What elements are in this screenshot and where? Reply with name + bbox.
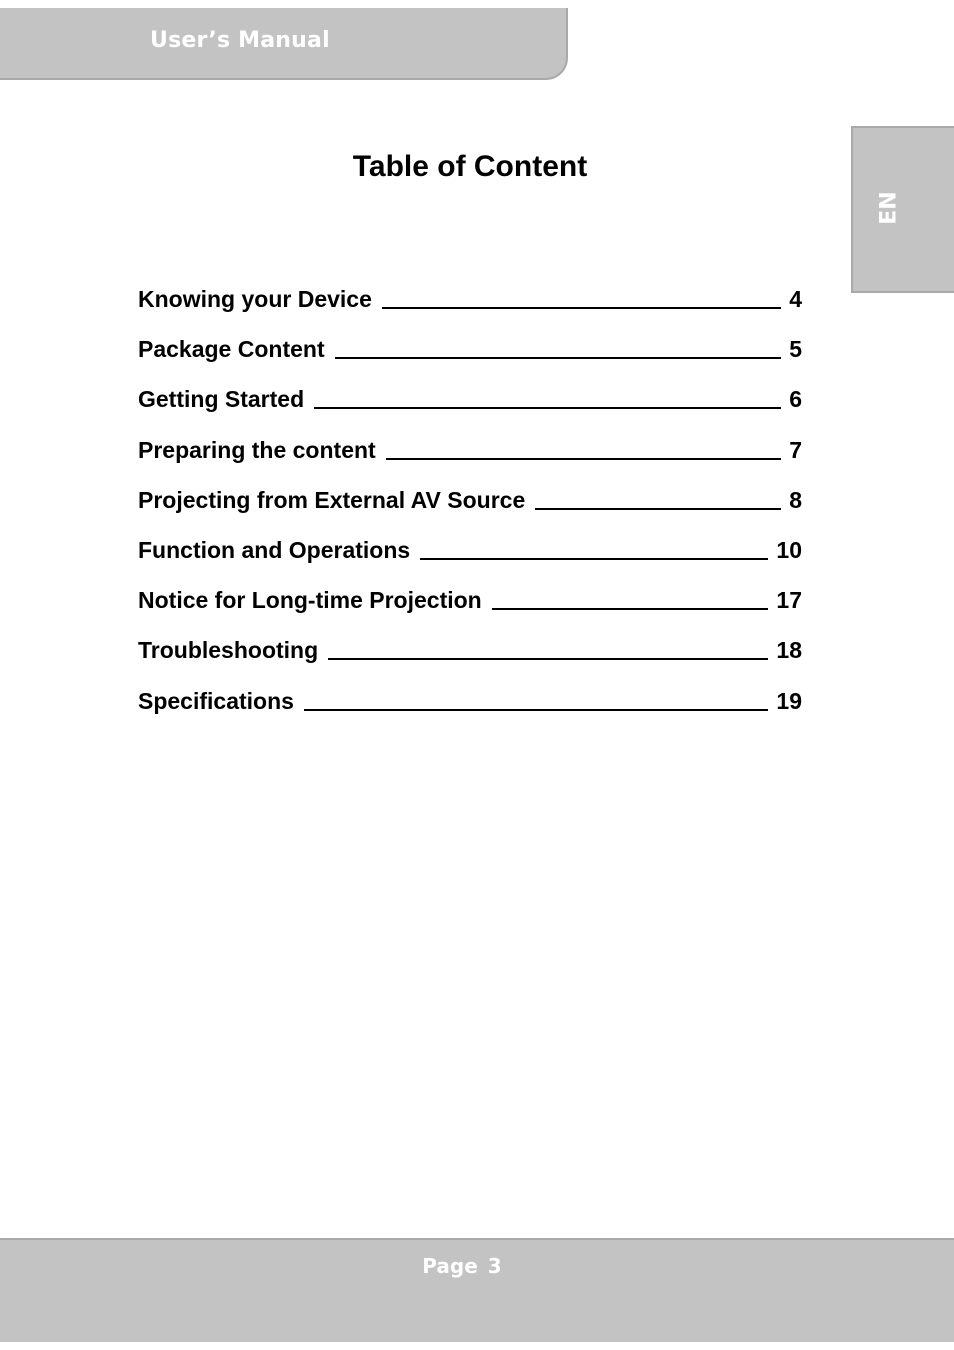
toc-leader-line [304, 709, 768, 711]
page-title: Table of Content [352, 150, 588, 183]
toc-entry-package-content[interactable] [138, 336, 802, 386]
toc-entry-page: 4 [789, 286, 802, 312]
toc-entry-label: Notice for Long-time Projection [138, 587, 482, 614]
header-title: User’s Manual [150, 28, 330, 53]
toc-entry-label: Knowing your Device [138, 286, 372, 312]
toc-entry-specifications[interactable] [138, 688, 802, 738]
toc-entry-page: 6 [789, 386, 802, 413]
toc-leader-line [382, 307, 781, 309]
toc-entry-page: 10 [776, 536, 802, 563]
toc-entry-notice-long-time-projection[interactable] [138, 587, 802, 637]
toc-leader-line [492, 608, 769, 610]
toc-entry-label: Troubleshooting [138, 637, 319, 664]
page-number [0, 1254, 924, 1278]
table-of-contents [138, 286, 802, 738]
toc-entry-label: Package Content [138, 336, 325, 363]
toc-entry-page: 5 [789, 336, 802, 363]
toc-entry-page: 8 [789, 486, 802, 513]
toc-entry-troubleshooting[interactable] [138, 637, 802, 687]
toc-leader-line [314, 407, 781, 409]
toc-leader-line [535, 508, 781, 510]
toc-leader-line [335, 357, 782, 359]
toc-entry-function-and-operations[interactable] [138, 537, 802, 587]
toc-entry-page: 19 [776, 687, 802, 714]
toc-entry-label: Specifications [138, 687, 294, 714]
toc-entry-label: Preparing the content [138, 436, 376, 463]
toc-leader-line [328, 658, 768, 660]
toc-leader-line [386, 458, 782, 460]
toc-entry-preparing-the-content[interactable] [138, 437, 802, 487]
toc-entry-page: 17 [776, 587, 802, 614]
toc-leader-line [420, 558, 768, 560]
page-number-value: 3 [487, 1254, 502, 1278]
toc-entry-page: 18 [776, 637, 802, 664]
toc-entry-projecting-external-av[interactable] [138, 487, 802, 537]
toc-entry-getting-started[interactable] [138, 386, 802, 436]
page-label: Page [422, 1254, 478, 1278]
toc-entry-label: Projecting from External AV Source [138, 486, 526, 513]
language-label: EN [876, 191, 902, 225]
toc-entry-label: Function and Operations [138, 536, 411, 563]
toc-entry-label: Getting Started [138, 386, 305, 413]
toc-entry-knowing-your-device[interactable] [138, 286, 802, 336]
toc-entry-page: 7 [789, 436, 802, 463]
